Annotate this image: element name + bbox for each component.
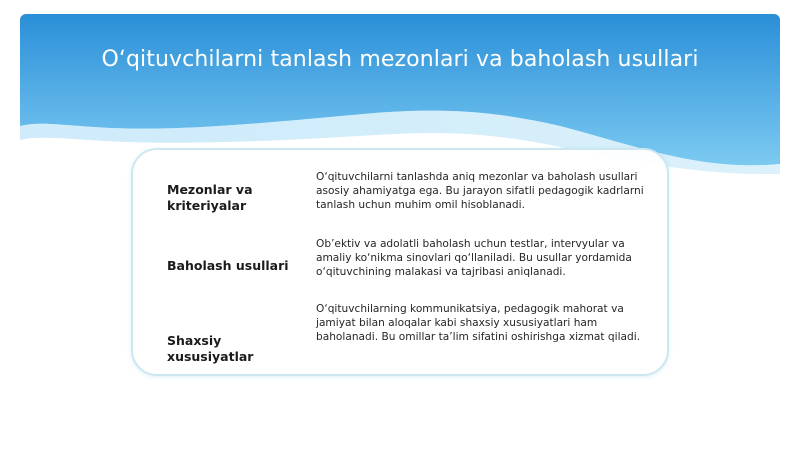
row-label: Shaxsiy xususiyatlar: [167, 333, 254, 364]
slide-title: O‘qituvchilarni tanlash mezonlari va baholash usullari: [101, 47, 699, 72]
row-description: O‘qituvchilarni tanlashda aniq mezonlar va baholash usullari asosiy ahamiyatga ega. Bu jarayon sifatli pedagogik kadrlarni tanlash uchun muhim omil hisoblanadi.: [316, 171, 644, 211]
row-description: Ob’ektiv va adolatli baholash uchun testlar, intervyular va amaliy ko‘nikma sinovlari qo‘llaniladi. Bu usullar yordamida o‘qituvchining malakasi va tajribasi aniqlanadi.: [316, 238, 632, 278]
row-label: Baholash usullari: [167, 258, 289, 273]
row-description: O‘qituvchilarning kommunikatsiya, pedagogik mahorat va jamiyat bilan aloqalar kabi shaxsiy xususiyatlari ham baholanadi. Bu omillar ta’lim sifatini oshirishga xizmat qiladi.: [316, 303, 641, 343]
content-box: [131, 148, 669, 376]
row-label: Mezonlar va kriteriyalar: [167, 182, 253, 213]
